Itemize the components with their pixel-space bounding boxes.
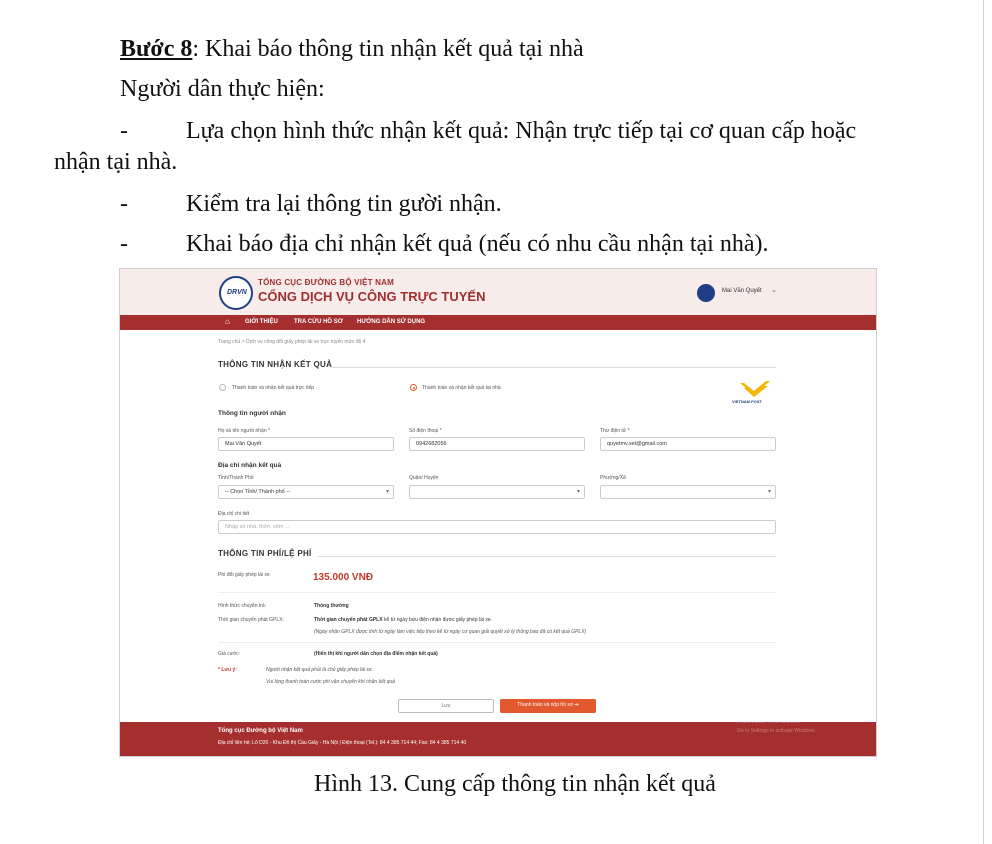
nav-guide[interactable]: HƯỚNG DẪN SỬ DỤNG — [357, 319, 426, 325]
bullet-2: Kiểm tra lại thông tin gười nhận. — [186, 191, 502, 217]
note-2: Vui lòng thanh toán cước phí vận chuyển khi nhận kết quả — [266, 679, 395, 685]
portal-logo — [219, 276, 253, 310]
nav-intro[interactable]: GIỚI THIỆU — [245, 319, 278, 325]
step-heading — [120, 35, 584, 63]
main-nav — [120, 315, 876, 330]
radio-home[interactable] — [410, 384, 417, 391]
price-label: Giá cước: — [218, 651, 241, 657]
chevron-down-icon: ▾ — [385, 489, 389, 495]
bullet-1-line-2: nhận tại nhà. — [54, 149, 178, 175]
ward-select[interactable] — [600, 485, 776, 499]
portal-header — [120, 269, 876, 315]
section-divider — [332, 367, 776, 368]
address-title: Địa chỉ nhận kết quả — [218, 462, 282, 469]
save-button[interactable]: Lưu — [398, 699, 494, 713]
bullet-1-line-1: Lựa chọn hình thức nhận kết quả: Nhận trực tiếp tại cơ quan cấp hoặc — [186, 118, 857, 144]
figure-caption: Hình 13. Cung cấp thông tin nhận kết quả — [314, 771, 716, 797]
section-divider — [318, 556, 776, 557]
ward-label: Phường/Xã — [600, 475, 626, 481]
ship-method-label: Hình thức chuyển trả: — [218, 603, 267, 609]
fee-label: Phí đổi giấy phép lái xe — [218, 572, 270, 578]
logo-text: DRVN — [227, 289, 247, 296]
name-field[interactable] — [218, 437, 394, 451]
province-label: Tỉnh/Thành Phố — [218, 475, 254, 481]
portal-footer — [120, 716, 876, 756]
email-value: quyetmv.set@gmail.com — [607, 441, 667, 447]
ship-time-label: Thời gian chuyển phát GPLX: — [218, 617, 284, 623]
page-edge-divider — [983, 0, 984, 844]
section-result-title: THÔNG TIN NHẬN KẾT QUẢ — [218, 360, 333, 369]
pay-submit-button[interactable]: Thanh toán và nộp hồ sơ ➔ — [500, 699, 596, 713]
footer-address: Địa chỉ liên hệ: Lô D20 - Khu Đô thị Cầu Giấy - Hà Nội | Điện thoại (Tel.): 84 4 385 714 44; Fax: 84 4 385 714 40 — [218, 740, 467, 746]
district-label: Quận/ Huyện — [409, 475, 439, 481]
org-name-top: TỔNG CỤC ĐƯỜNG BỘ VIỆT NAM — [258, 278, 394, 287]
ship-method-value: Thông thường — [314, 603, 349, 609]
vnpost-text: VIETNAM POST — [732, 399, 763, 404]
chevron-down-icon[interactable]: ⌄ — [771, 287, 777, 294]
option-direct-label[interactable]: Thanh toán và nhận kết quả trực tiếp — [232, 385, 315, 391]
activation-watermark: Activate Windows — [737, 716, 801, 725]
portal-title: CỔNG DỊCH VỤ CÔNG TRỰC TUYẾN — [258, 289, 486, 304]
phone-value: 0942682056 — [416, 441, 447, 447]
user-name[interactable]: Mai Văn Quyết — [722, 288, 762, 294]
option-home-label[interactable]: Thanh toán và nhận kết quả tại nhà — [422, 385, 501, 391]
note-label: * Lưu ý: — [218, 667, 237, 673]
province-value: -- Chọn Tỉnh/ Thành phố -- — [225, 489, 290, 495]
name-value: Mai Văn Quyết — [225, 441, 262, 447]
bullet-dash-2: - — [120, 191, 128, 217]
detail-address-input[interactable] — [218, 520, 776, 534]
name-label: Họ và tên người nhận * — [218, 428, 270, 434]
intro-text: Người dân thực hiện: — [120, 76, 325, 102]
section-fee-title: THÔNG TIN PHÍ/LỆ PHÍ — [218, 549, 312, 558]
nav-lookup[interactable]: TRA CỨU HỒ SƠ — [294, 319, 343, 325]
district-select[interactable] — [409, 485, 585, 499]
home-icon[interactable]: ⌂ — [225, 317, 230, 326]
note-1: Người nhận kết quả phải là chủ giấy phép lái xe. — [266, 667, 374, 673]
email-field[interactable] — [600, 437, 776, 451]
bullet-dash-1: - — [120, 118, 128, 144]
fee-value: 135.000 VNĐ — [313, 572, 374, 583]
detail-label: Địa chỉ chi tiết — [218, 511, 250, 517]
vnpost-logo-icon — [732, 379, 776, 401]
phone-field[interactable] — [409, 437, 585, 451]
row-divider — [218, 592, 776, 593]
step-label: Bước 8 — [120, 36, 193, 62]
price-value: (Hiển thị khi người dân chọn địa điểm nhận kết quả) — [314, 651, 438, 657]
ship-time-note: (Ngày nhận GPLX được tính từ ngày làm việc tiếp theo kể từ ngày cơ quan giải quyết xử lý thông báo đã có kết quả GPLX) — [314, 629, 587, 635]
ship-time-bold: Thời gian chuyển phát GPLX — [314, 617, 383, 623]
detail-placeholder: Nhập số nhà, thôn, xóm ... — [225, 524, 290, 530]
radio-direct[interactable] — [219, 384, 226, 391]
step-title: : Khai báo thông tin nhận kết quả tại nhà — [192, 36, 584, 62]
province-select[interactable] — [218, 485, 394, 499]
recipient-title: Thông tin người nhận — [218, 410, 286, 417]
row-divider — [218, 642, 776, 643]
chevron-down-icon: ▾ — [767, 489, 771, 495]
chevron-down-icon: ▾ — [576, 489, 580, 495]
user-avatar-icon[interactable] — [697, 284, 715, 302]
ship-time-value: kể từ ngày bưu điện nhận được giấy phép lái xe. — [382, 617, 493, 623]
phone-label: Số điện thoại * — [409, 428, 442, 434]
activation-watermark-sub: Go to Settings to activate Windows. — [737, 728, 816, 734]
bullet-dash-3: - — [120, 231, 128, 257]
embedded-screenshot — [119, 268, 877, 757]
breadcrumb: Trang chủ > Dịch vụ công đổi giấy phép lái xe trực tuyến mức độ 4 — [218, 339, 366, 345]
bullet-3: Khai báo địa chỉ nhận kết quả (nếu có nhu cầu nhận tại nhà). — [186, 231, 769, 257]
footer-title: Tổng cục Đường bộ Việt Nam — [218, 728, 303, 734]
email-label: Thư điện tử * — [600, 428, 630, 434]
ship-time-text — [314, 617, 492, 623]
